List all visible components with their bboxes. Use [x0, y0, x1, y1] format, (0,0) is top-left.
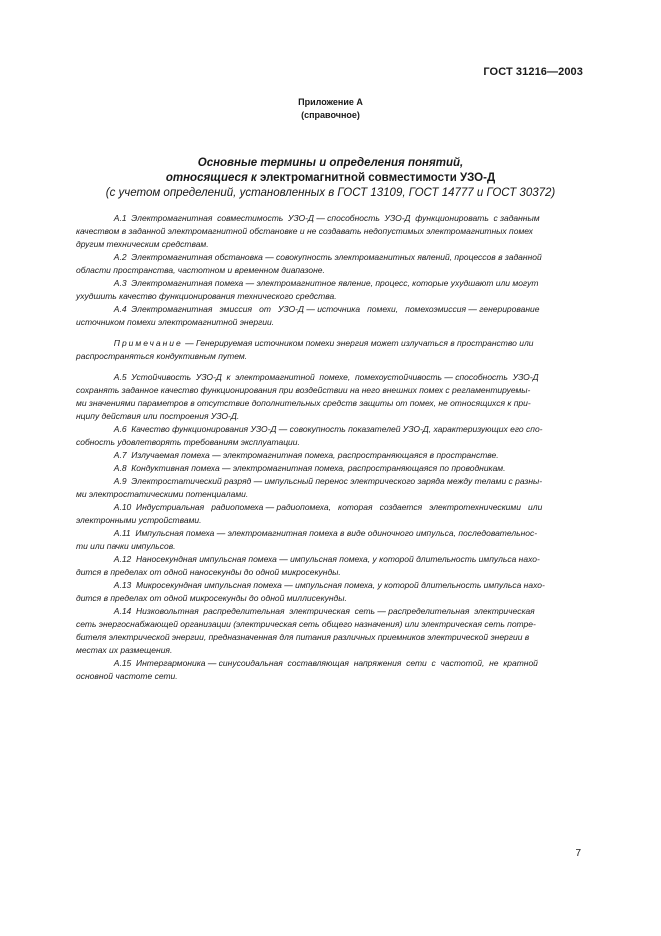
definition-A7 [76, 449, 584, 462]
line-text: дится в пределах от одной микросекунды до одной миллисекунды. [76, 593, 347, 603]
line-text: местах их размещения. [76, 645, 173, 655]
line-text: ти или пачки импульсов. [76, 541, 176, 551]
text-line [76, 436, 584, 449]
line-text: собность удовлетворять требованиям эксплуатации. [76, 437, 300, 447]
text-line [76, 251, 584, 264]
text-line [76, 592, 584, 605]
page-number: 7 [575, 848, 581, 859]
text-line [76, 488, 584, 501]
text-line [76, 605, 584, 618]
line-text: нципу действия или построения УЗО-Д. [76, 411, 240, 421]
line-text: А.7 Излучаемая помеха — электромагнитная помеха, распространяющаяся в пространстве. [113, 450, 499, 460]
line-text: А.5 Устойчивость УЗО-Д к электромагнитной помехе, помехоустойчивость — способность УЗО-Д [113, 372, 539, 382]
definition-A13 [76, 579, 584, 605]
section-title [80, 156, 581, 201]
text-line [76, 290, 584, 303]
definition-A2 [76, 251, 584, 277]
text-line [76, 212, 584, 225]
text-line [76, 371, 584, 384]
definition-A14 [76, 605, 584, 657]
text-line [76, 225, 584, 238]
title-line-1: Основные термины и определения понятий, [197, 157, 464, 169]
line-text: области пространства, частотном и временном диапазоне. [76, 265, 325, 275]
title-line-2-normal: электромагнитной совместимости УЗО-Д [259, 172, 496, 184]
line-text: А.4 Электромагнитная эмиссия от УЗО-Д — источника помехи, помехоэмиссия — генерирование [113, 304, 540, 314]
text-line [76, 384, 584, 397]
definitions-body [76, 212, 584, 683]
definition-A12 [76, 553, 584, 579]
text-line [76, 337, 584, 350]
text-line [76, 566, 584, 579]
text-line [76, 618, 584, 631]
text-line [76, 303, 584, 316]
text-line [76, 631, 584, 644]
definition-A3 [76, 277, 584, 303]
line-text: А.8 Кондуктивная помеха — электромагнитная помеха, распространяющаяся по проводникам. [113, 463, 506, 473]
definition-A5 [76, 371, 584, 423]
text-line [76, 350, 584, 363]
annex-subtitle: (справочное) [301, 110, 360, 120]
text-line [76, 264, 584, 277]
definition-note [76, 337, 584, 363]
line-text: — Генерируемая источником помехи энергия может излучаться в пространство или [182, 338, 534, 348]
definition-A15 [76, 657, 584, 683]
text-line [76, 316, 584, 329]
definition-A4 [76, 303, 584, 329]
line-text: источником помехи электромагнитной энергии. [76, 317, 275, 327]
line-text: А.11 Импульсная помеха — электромагнитная помеха в виде одиночного импульса, последовательнос- [113, 528, 538, 538]
note-label: Примечание [113, 338, 183, 348]
definition-A1 [76, 212, 584, 251]
text-line [76, 449, 584, 462]
text-line [76, 462, 584, 475]
line-text: бителя электрической энергии, предназначенная для питания различных приемников электрической энергии в [76, 632, 530, 642]
line-text: А.14 Низковольтная распределительная электрическая сеть — распределительная электрическая [113, 606, 535, 616]
text-line [76, 423, 584, 436]
definition-A6 [76, 423, 584, 449]
line-text: А.15 Интергармоника — синусоидальная составляющая напряжения сети с частотой, не кратной [113, 658, 538, 668]
line-text: А.2 Электромагнитная обстановка — совокупность электромагнитных явлений, процессов в заданной [113, 252, 542, 262]
line-text: сеть энергоснабжающей организации (электрическая сеть общего назначения) или электрическая сеть потре- [76, 619, 536, 629]
annex-heading [0, 96, 661, 122]
text-line [76, 238, 584, 251]
text-line [76, 475, 584, 488]
line-text: электронными устройствами. [76, 515, 202, 525]
text-line [76, 397, 584, 410]
annex-title: Приложение А [298, 97, 363, 107]
line-text: А.12 Наносекундная импульсная помеха — импульсная помеха, у которой длительность импульса нахо- [113, 554, 540, 564]
text-line [76, 670, 584, 683]
line-text: А.9 Электростатический разряд — импульсный перенос электрического заряда между телами с разны- [113, 476, 543, 486]
line-text: А.1 Электромагнитная совместимость УЗО-Д — способность УЗО-Д функционировать с заданным [113, 213, 540, 223]
text-line [76, 579, 584, 592]
line-text: А.13 Микросекундная импульсная помеха — импульсная помеха, у которой длительность импульса нахо- [113, 580, 545, 590]
line-text: ухудшить качество функционирования технического средства. [76, 291, 337, 301]
title-line-2-italic: относящиеся к [165, 172, 260, 184]
line-text: качеством в заданной электромагнитной обстановке и не создавать недопустимых электромагнитных помех [76, 226, 533, 236]
text-line [76, 644, 584, 657]
definition-A8 [76, 462, 584, 475]
definition-A10 [76, 501, 584, 527]
text-line [76, 277, 584, 290]
document-code: ГОСТ 31216—2003 [483, 66, 583, 78]
line-text: сохранять заданное качество функционирования при воздействии на него внешних помех с регламентируемы- [76, 385, 531, 395]
text-line [76, 553, 584, 566]
line-text: А.6 Качество функционирования УЗО-Д — совокупность показателей УЗО-Д, характеризующих его спо- [113, 424, 543, 434]
line-text: ми значениями параметров в отсутствие дополнительных средств защиты от помех, не относящихся к при- [76, 398, 531, 408]
line-text: А.3 Электромагнитная помеха — электромагнитное явление, процесс, которые ухудшают или могут [113, 278, 539, 288]
line-text: дится в пределах от одной наносекунды до одной микросекунды. [76, 567, 341, 577]
text-line [76, 527, 584, 540]
definition-A11 [76, 527, 584, 553]
line-text: ми электростатическими потенциалами. [76, 489, 249, 499]
text-line [76, 410, 584, 423]
line-text: другим техническим средствам. [76, 239, 209, 249]
text-line [76, 540, 584, 553]
text-line [76, 514, 584, 527]
text-line [76, 501, 584, 514]
title-line-3: (с учетом определений, установленных в ГОСТ 13109, ГОСТ 14777 и ГОСТ 30372) [105, 187, 556, 199]
line-text: основной частоте сети. [76, 671, 178, 681]
text-line [76, 657, 584, 670]
definition-A9 [76, 475, 584, 501]
line-text: распространяться кондуктивным путем. [76, 351, 248, 361]
title-line-2 [80, 171, 581, 186]
line-text: А.10 Индустриальная радиопомеха — радиопомеха, которая создается электротехническими или [113, 502, 543, 512]
